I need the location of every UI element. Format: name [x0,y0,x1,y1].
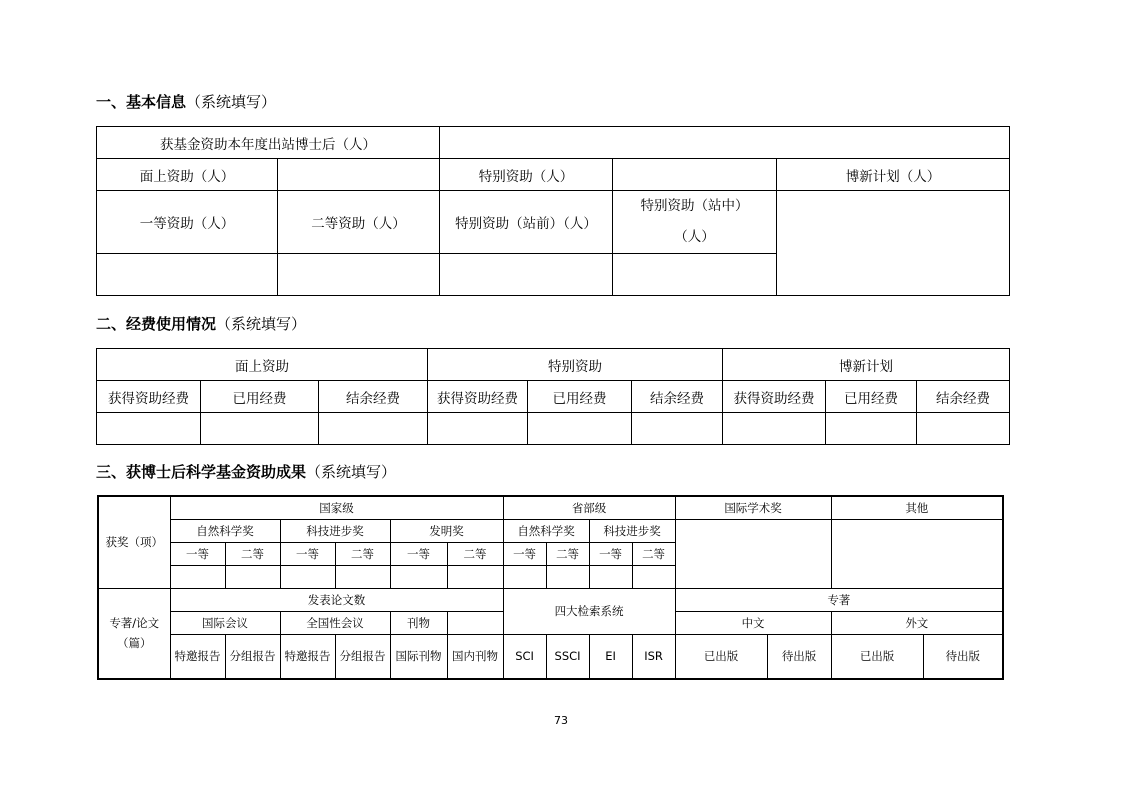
chinese-monograph: 中文 [675,611,831,634]
value-cell [335,565,390,588]
foreign-monograph: 外文 [831,611,1003,634]
value-cell [170,565,225,588]
value-cell [632,413,723,445]
col-sci: SCI [503,634,546,679]
col-used-funds: 已用经费 [826,381,917,413]
grade-first: 一等 [589,542,632,565]
col-invited-report: 特邀报告 [170,634,225,679]
grade-second: 二等 [447,542,503,565]
basic-info-table [96,126,1010,296]
page-number: 73 [554,714,568,727]
value-cell [826,413,917,445]
value-cell [97,413,201,445]
published-papers: 发表论文数 [170,588,503,611]
national-conference: 全国性会议 [280,611,390,634]
four-index-systems: 四大检索系统 [503,588,675,634]
works-label-line1: 专著/论文 [109,616,160,631]
grade-second: 二等 [546,542,589,565]
col-domestic-journal: 国内刊物 [447,634,503,679]
col-group-report: 分组报告 [225,634,280,679]
section-title: 二、经费使用情况 [96,315,217,333]
general-funding-value [278,159,440,191]
special-in-station-line1: 特别资助（站中） [640,198,749,214]
second-class-funding-value [278,254,440,296]
special-funding-label: 特别资助（人） [440,159,613,191]
grade-first: 一等 [503,542,546,565]
value-cell [428,413,528,445]
col-to-be-published: 待出版 [923,634,1003,679]
col-remaining-funds: 结余经费 [632,381,723,413]
international-award-value [675,519,831,588]
journal: 刊物 [390,611,447,634]
value-cell [447,565,503,588]
other-award-value [831,519,1003,588]
exit-postdoc-label: 获基金资助本年度出站博士后（人） [97,127,440,159]
national-natural-science-award: 自然科学奖 [170,519,280,542]
national-invention-award: 发明奖 [390,519,503,542]
provincial-tech-progress-award: 科技进步奖 [589,519,675,542]
col-international-journal: 国际刊物 [390,634,447,679]
group-boxin-plan: 博新计划 [723,349,1010,381]
grade-first: 一等 [390,542,447,565]
section-title: 三、获博士后科学基金资助成果 [96,463,307,481]
second-class-funding-label: 二等资助（人） [278,191,440,254]
col-obtained-funds: 获得资助经费 [97,381,201,413]
special-in-station-label [613,191,777,254]
grade-first: 一等 [170,542,225,565]
value-cell [390,565,447,588]
section-note: （系统填写） [306,463,397,481]
national-level: 国家级 [170,496,503,519]
section-heading-basic-info [96,91,276,112]
value-cell [201,413,319,445]
grade-first: 一等 [280,542,335,565]
awards-label: 获奖（项） [98,496,170,588]
value-cell [589,565,632,588]
first-class-funding-label: 一等资助（人） [97,191,278,254]
col-remaining-funds: 结余经费 [917,381,1010,413]
col-invited-report: 特邀报告 [280,634,335,679]
grade-second: 二等 [225,542,280,565]
col-used-funds: 已用经费 [201,381,319,413]
col-remaining-funds: 结余经费 [319,381,428,413]
value-cell [319,413,428,445]
group-general-funding: 面上资助 [97,349,428,381]
special-pre-station-value [440,254,613,296]
special-funding-value [613,159,777,191]
col-to-be-published: 待出版 [767,634,831,679]
section-heading-achievements [96,461,396,482]
national-tech-progress-award: 科技进步奖 [280,519,390,542]
works-label [98,588,170,679]
col-ei: EI [589,634,632,679]
value-cell [225,565,280,588]
first-class-funding-value [97,254,278,296]
value-cell [528,413,632,445]
journal-blank [447,611,503,634]
achievements-table [97,495,1004,680]
value-cell [503,565,546,588]
grade-second: 二等 [335,542,390,565]
value-cell [632,565,675,588]
col-ssci: SSCI [546,634,589,679]
col-isr: ISR [632,634,675,679]
monograph: 专著 [675,588,1003,611]
col-used-funds: 已用经费 [528,381,632,413]
other-award: 其他 [831,496,1003,519]
provincial-natural-science-award: 自然科学奖 [503,519,589,542]
col-obtained-funds: 获得资助经费 [428,381,528,413]
works-label-line2: （篇） [117,636,152,651]
grade-second: 二等 [632,542,675,565]
international-conference: 国际会议 [170,611,280,634]
international-award: 国际学术奖 [675,496,831,519]
general-funding-label: 面上资助（人） [97,159,278,191]
group-special-funding: 特别资助 [428,349,723,381]
section-title: 一、基本信息 [96,93,187,111]
section-note: （系统填写） [186,93,277,111]
value-cell [546,565,589,588]
special-pre-station-label: 特别资助（站前）（人） [440,191,613,254]
boxin-plan-value [777,191,1010,296]
value-cell [280,565,335,588]
funding-usage-table [96,348,1010,445]
value-cell [917,413,1010,445]
exit-postdoc-value [440,127,1010,159]
col-group-report: 分组报告 [335,634,390,679]
provincial-level: 省部级 [503,496,675,519]
special-in-station-line2: （人） [674,229,715,245]
section-note: （系统填写） [216,315,307,333]
special-in-station-value [613,254,777,296]
section-heading-funding-usage [96,313,306,334]
value-cell [723,413,826,445]
col-obtained-funds: 获得资助经费 [723,381,826,413]
boxin-plan-label: 博新计划（人） [777,159,1010,191]
col-published: 已出版 [675,634,767,679]
col-published: 已出版 [831,634,923,679]
